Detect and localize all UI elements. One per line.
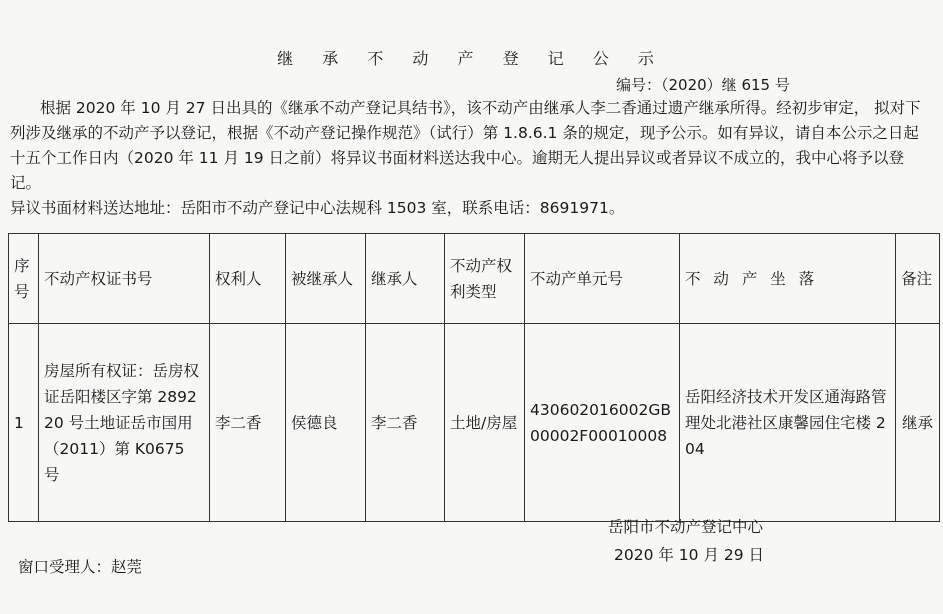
cell-heir: 李二香 <box>366 324 445 522</box>
cell-seq: 1 <box>9 324 39 522</box>
cell-cert: 房屋所有权证：岳房权证岳阳楼区字第 289220 号土地证岳市国用（2011）第 K0675 号 <box>39 324 210 522</box>
cell-decedent: 侯德良 <box>286 324 366 522</box>
header-owner: 权利人 <box>210 234 286 324</box>
header-cert: 不动产权证书号 <box>39 234 210 324</box>
cell-location: 岳阳经济技术开发区通海路管理处北港社区康馨园住宅楼 204 <box>680 324 896 522</box>
cell-type: 土地/房屋 <box>445 324 525 522</box>
header-decedent: 被继承人 <box>286 234 366 324</box>
objection-address: 异议书面材料送达地址：岳阳市不动产登记中心法规科 1503 室，联系电话：8691971。 <box>10 199 625 217</box>
table-header-row <box>9 234 940 324</box>
cell-remark: 继承 <box>896 324 940 522</box>
notice-paragraph: 根据 2020 年 10 月 27 日出具的《继承不动产登记具结书》，该不动产由继承人李二香通过遗产继承所得。经初步审定， 拟对下列涉及继承的不动产予以登记，根据《不动产登记操作规范》（试行）第 1.8.6.1 条的规定，现予公示。如有异议，请自本公示之日起十五个工作日内（2020 年 11 月 19 日之前）将异议书面材料送达我中心。逾期无人提出异议或者异议不成立的，我中心将予以登记。 <box>10 99 921 192</box>
notice-title: 继 承 不 动 产 登 记 公 示 <box>277 49 666 68</box>
issuing-organization: 岳阳市不动产登记中心 <box>608 518 764 536</box>
window-receiver: 窗口受理人：赵莞 <box>18 558 143 576</box>
header-location: 不 动 产 坐 落 <box>680 234 896 324</box>
header-remark: 备注 <box>896 234 940 324</box>
header-type: 不动产权利类型 <box>445 234 525 324</box>
table-row <box>9 324 940 522</box>
document-number: 编号：（2020）继 615 号 <box>616 76 790 94</box>
header-unit: 不动产单元号 <box>525 234 680 324</box>
registration-table <box>8 233 940 522</box>
header-heir: 继承人 <box>366 234 445 324</box>
cell-unit: 430602016002GB00002F00010008 <box>525 324 680 522</box>
issue-date: 2020 年 10 月 29 日 <box>614 546 765 564</box>
header-seq: 序号 <box>9 234 39 324</box>
notice-body <box>10 96 928 221</box>
cell-owner: 李二香 <box>210 324 286 522</box>
